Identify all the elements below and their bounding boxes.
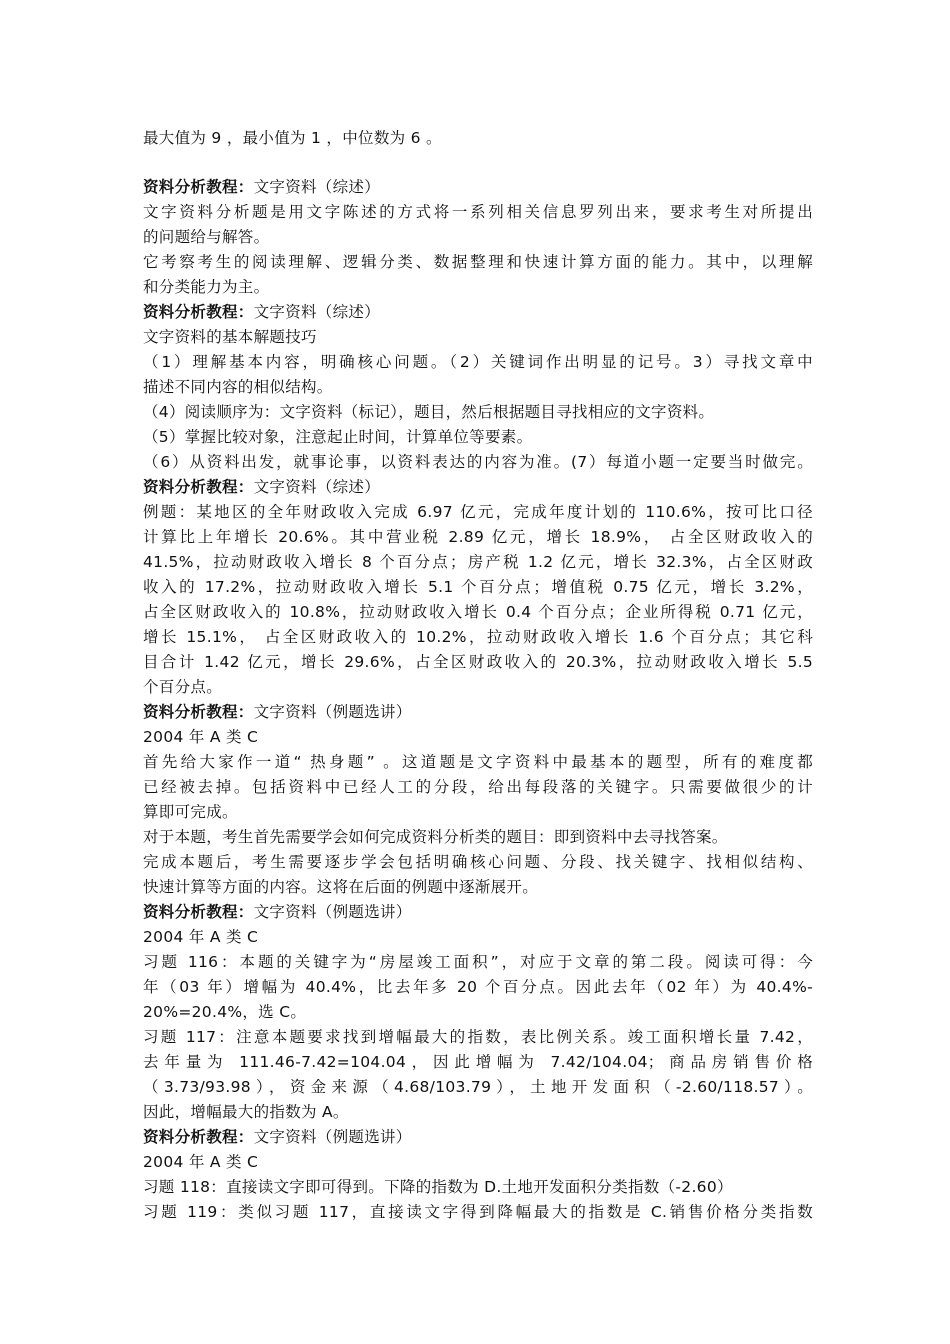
heading-topic: 文字资料（综述）	[253, 478, 381, 496]
paragraph-line: 因此，增幅最大的指数为 A。	[143, 1103, 349, 1121]
exam-label: 2004 年 A 类 C	[143, 928, 259, 946]
section-heading	[143, 1125, 813, 1149]
paragraph-line: 已经被去掉。包括资料中已经人工的分段，给出每段落的关键字。只需要做很少的计	[143, 778, 813, 796]
exam-label: 2004 年 A 类 C	[143, 728, 259, 746]
paragraph-line: 习题 116：本题的关键字为“房屋竣工面积”，对应于文章的第二段。阅读可得：今	[143, 953, 813, 971]
heading-label: 资料分析教程：	[143, 903, 254, 921]
paragraph-line: 41.5%，拉动财政收入增长 8 个百分点；房产税 1.2 亿元，增长 32.3%，占全区财政	[143, 553, 813, 571]
paragraph-line: （6）从资料出发，就事论事，以资料表达的内容为准。(7）每道小题一定要当时做完。	[143, 453, 813, 471]
section-heading	[143, 475, 813, 499]
paragraph-line: 收入的 17.2%，拉动财政收入增长 5.1 个百分点；增值税 0.75 亿元，增长 3.2%，	[143, 578, 813, 596]
heading-topic: 文字资料（例题选讲）	[253, 1128, 412, 1146]
section-heading	[143, 700, 813, 724]
paragraph-line: 目合计 1.42 亿元，增长 29.6%，占全区财政收入的 20.3%，拉动财政收入增长 5.5	[143, 653, 813, 671]
paragraph-line: （1）理解基本内容，明确核心问题。（2）关键词作出明显的记号。3）寻找文章中	[143, 353, 813, 371]
heading-label: 资料分析教程：	[143, 478, 254, 496]
paragraph-line: 习题 118：直接读文字即可得到。下降的指数为 D.土地开发面积分类指数（-2.60）	[143, 1178, 733, 1196]
summary-line: 最大值为 9 ，最小值为 1 ，中位数为 6 。	[143, 129, 442, 147]
paragraph-line: 占全区财政收入的 10.8%，拉动财政收入增长 0.4 个百分点；企业所得税 0.71 亿元，	[143, 603, 813, 621]
heading-label: 资料分析教程：	[143, 178, 254, 196]
heading-topic: 文字资料（综述）	[253, 303, 381, 321]
paragraph-line: （3.73/93.98），资金来源（4.68/103.79），土地开发面积（-2.60/118.57）。	[143, 1078, 813, 1096]
paragraph-line: 算即可完成。	[143, 803, 238, 821]
paragraph-line: （5）掌握比较对象，注意起止时间，计算单位等要素。	[143, 428, 533, 446]
paragraph-line: 完成本题后，考生需要逐步学会包括明确核心问题、分段、找关键字、找相似结构、	[143, 853, 813, 871]
heading-label: 资料分析教程：	[143, 303, 254, 321]
paragraph-line: 去年量为 111.46-7.42=104.04，因此增幅为 7.42/104.04；商品房销售价格	[143, 1053, 813, 1071]
section-heading	[143, 300, 813, 324]
section-heading	[143, 175, 813, 199]
paragraph-line: 它考察考生的阅读理解、逻辑分类、数据整理和快速计算方面的能力。其中，以理解	[143, 253, 813, 271]
paragraph-line: 习题 117：注意本题要求找到增幅最大的指数，表比例关系。竣工面积增长量 7.42，	[143, 1028, 813, 1046]
heading-label: 资料分析教程：	[143, 1128, 254, 1146]
paragraph-line: 的问题给与解答。	[143, 228, 270, 246]
heading-topic: 文字资料（例题选讲）	[253, 703, 412, 721]
paragraph-line: 快速计算等方面的内容。这将在后面的例题中逐渐展开。	[143, 878, 539, 896]
paragraph-line: 和分类能力为主。	[143, 278, 270, 296]
paragraph-line: 增长 15.1%， 占全区财政收入的 10.2%，拉动财政收入增长 1.6 个百分点；其它科	[143, 628, 813, 646]
paragraph-line: 对于本题，考生首先需要学会如何完成资料分析类的题目：即到资料中去寻找答案。	[143, 828, 728, 846]
paragraph-line: （4）阅读顺序为：文字资料（标记），题目，然后根据题目寻找相应的文字资料。	[143, 403, 715, 421]
paragraph-line: 个百分点。	[143, 678, 223, 696]
exam-label: 2004 年 A 类 C	[143, 1153, 259, 1171]
paragraph-line: 文字资料的基本解题技巧	[143, 328, 317, 346]
section-heading	[143, 900, 813, 924]
paragraph-line: 20%=20.4%，选 C。	[143, 1003, 307, 1021]
paragraph-line: 例题：某地区的全年财政收入完成 6.97 亿元，完成年度计划的 110.6%，按可比口径	[143, 503, 813, 521]
paragraph-line: 文字资料分析题是用文字陈述的方式将一系列相关信息罗列出来，要求考生对所提出	[143, 203, 813, 221]
paragraph-line: 首先给大家作一道“ 热身题” 。这道题是文字资料中最基本的题型，所有的难度都	[143, 753, 813, 771]
paragraph-line: 年（03 年）增幅为 40.4%，比去年多 20 个百分点。因此去年（02 年）为 40.4%-	[143, 978, 813, 996]
paragraph-line: 计算比上年增长 20.6%。其中营业税 2.89 亿元，增长 18.9%， 占全区财政收入的	[143, 528, 813, 546]
heading-topic: 文字资料（例题选讲）	[253, 903, 412, 921]
paragraph-line: 习题 119：类似习题 117，直接读文字得到降幅最大的指数是 C.销售价格分类指数	[143, 1203, 813, 1221]
paragraph-line: 描述不同内容的相似结构。	[143, 378, 333, 396]
heading-label: 资料分析教程：	[143, 703, 254, 721]
heading-topic: 文字资料（综述）	[253, 178, 381, 196]
